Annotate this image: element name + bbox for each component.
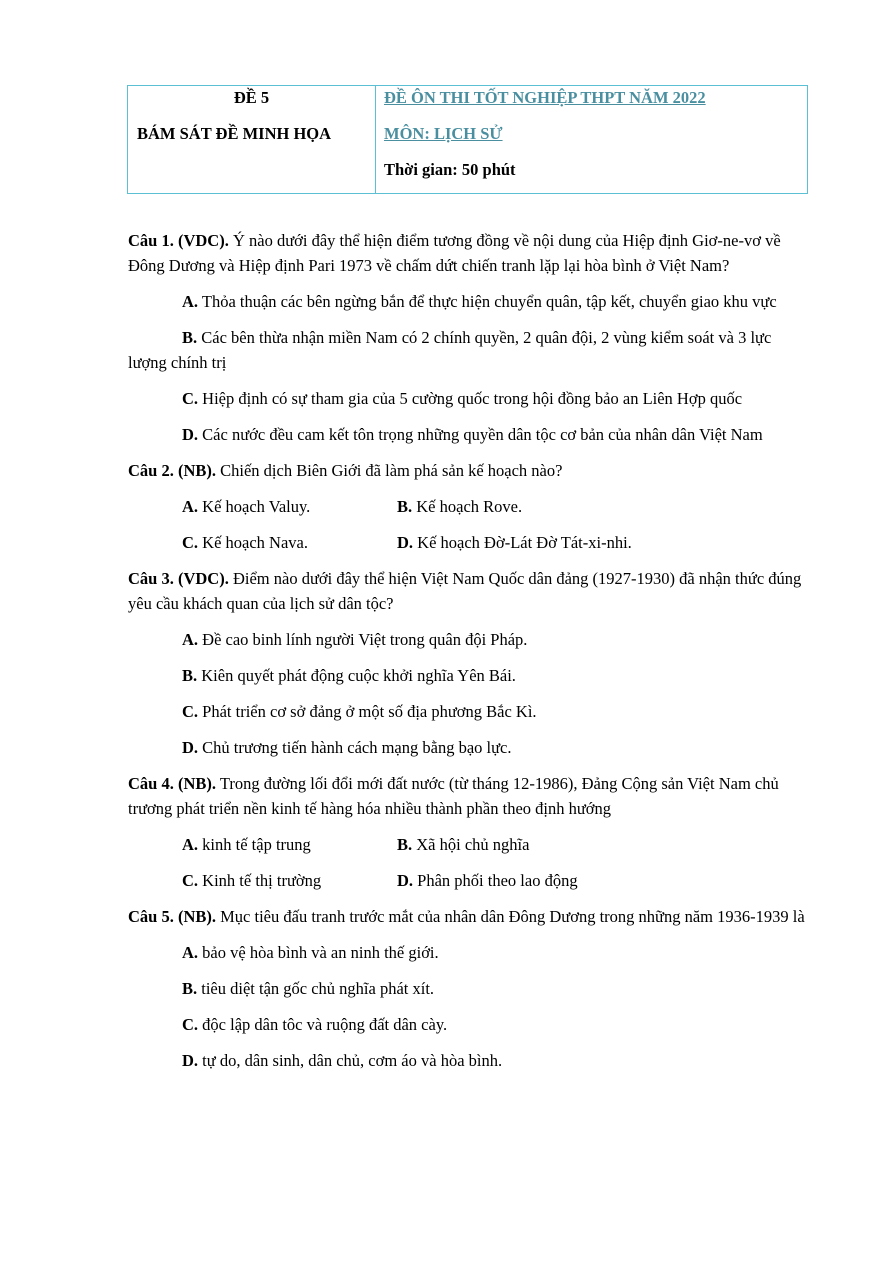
question-3 xyxy=(128,566,808,616)
question-4 xyxy=(128,771,808,821)
question-text: Điểm nào dưới đây thể hiện Việt Nam Quốc dân đảng (1927-1930) đã nhận thức đúng yêu cầu khách quan của lịch sử dân tộc? xyxy=(128,569,802,613)
option-text: tiêu diệt tận gốc chủ nghĩa phát xít. xyxy=(197,979,435,998)
answer-option-row xyxy=(182,868,808,893)
option-key: D. xyxy=(182,738,199,757)
option-key: A. xyxy=(182,630,199,649)
option-text: Xã hội chủ nghĩa xyxy=(412,835,530,854)
option-key: D. xyxy=(397,871,414,890)
question-label: Câu 5. (NB). xyxy=(128,907,217,926)
answer-option xyxy=(128,735,808,760)
answer-option xyxy=(128,422,808,447)
option-text: Hiệp định có sự tham gia của 5 cường quốc trong hội đồng bảo an Liên Hợp quốc xyxy=(198,389,743,408)
answer-option xyxy=(128,976,808,1001)
answer-option-row xyxy=(182,494,808,519)
option-key: B. xyxy=(182,328,198,347)
option-text: Các nước đều cam kết tôn trọng những quyền dân tộc cơ bản của nhân dân Việt Nam xyxy=(198,425,763,444)
answer-option xyxy=(128,627,808,652)
option-text: kinh tế tập trung xyxy=(198,835,311,854)
option-key: A. xyxy=(182,943,199,962)
option-key: D. xyxy=(397,533,414,552)
answer-option xyxy=(128,1012,808,1037)
answer-option-row xyxy=(182,832,808,857)
answer-option xyxy=(128,289,808,314)
option-key: D. xyxy=(182,425,199,444)
exam-subject-link[interactable]: MÔN: LỊCH SỬ xyxy=(384,124,503,143)
answer-option xyxy=(128,940,808,965)
answer-option-row xyxy=(182,530,808,555)
question-label: Câu 3. (VDC). xyxy=(128,569,229,588)
option-text: Kiên quyết phát động cuộc khởi nghĩa Yên Bái. xyxy=(197,666,516,685)
answer-option xyxy=(128,386,808,411)
option-key: A. xyxy=(182,835,199,854)
option-key: B. xyxy=(182,666,198,685)
answer-option xyxy=(128,325,808,375)
option-key: C. xyxy=(182,871,199,890)
answer-option xyxy=(128,663,808,688)
exam-subtitle: BÁM SÁT ĐỀ MINH HỌA xyxy=(137,124,332,143)
option-text: Các bên thừa nhận miền Nam có 2 chính quyền, 2 quân đội, 2 vùng kiểm soát và 3 lực lượng chính trị xyxy=(128,328,772,372)
option-text: Đề cao binh lính người Việt trong quân đội Pháp. xyxy=(198,630,528,649)
option-text: Kế hoạch Rove. xyxy=(412,497,523,516)
question-text: Ý nào dưới đây thể hiện điểm tương đồng về nội dung của Hiệp định Giơ-ne-vơ về Đông Dương và Hiệp định Pari 1973 về chấm dứt chiến tranh lặp lại hòa bình ở Việt Nam? xyxy=(128,231,781,275)
option-text: Kế hoạch Valuy. xyxy=(198,497,311,516)
question-2 xyxy=(128,458,808,483)
exam-title-link[interactable]: ĐỀ ÔN THI TỐT NGHIỆP THPT NĂM 2022 xyxy=(384,88,706,107)
question-text: Trong đường lối đổi mới đất nước (từ tháng 12-1986), Đảng Cộng sản Việt Nam chủ trương phát triển nền kinh tế hàng hóa nhiều thành phần theo định hướng xyxy=(128,774,779,818)
question-label: Câu 2. (NB). xyxy=(128,461,217,480)
option-key: C. xyxy=(182,389,199,408)
answer-option xyxy=(397,868,612,893)
exam-content xyxy=(128,228,808,1084)
option-key: D. xyxy=(182,1051,199,1070)
option-text: tự do, dân sinh, dân chủ, cơm áo và hòa bình. xyxy=(198,1051,503,1070)
exam-title-cell xyxy=(376,86,807,193)
option-key: A. xyxy=(182,497,199,516)
option-text: Kinh tế thị trường xyxy=(198,871,322,890)
option-key: B. xyxy=(397,835,413,854)
question-5 xyxy=(128,904,808,929)
answer-option xyxy=(182,530,397,555)
question-label: Câu 1. (VDC). xyxy=(128,231,229,250)
option-key: A. xyxy=(182,292,199,311)
exam-number: ĐỀ 5 xyxy=(233,88,270,107)
question-1 xyxy=(128,228,808,278)
option-text: Chủ trương tiến hành cách mạng bằng bạo lực. xyxy=(198,738,512,757)
answer-option xyxy=(128,699,808,724)
answer-option xyxy=(397,530,632,555)
option-text: Kế hoạch Đờ-Lát Đờ Tát-xi-nhi. xyxy=(413,533,632,552)
option-text: bảo vệ hòa bình và an ninh thế giới. xyxy=(198,943,439,962)
option-text: Thỏa thuận các bên ngừng bắn để thực hiện chuyển quân, tập kết, chuyển giao khu vực xyxy=(198,292,777,311)
option-text: Phát triển cơ sở đảng ở một số địa phương Bắc Kì. xyxy=(198,702,537,721)
answer-option xyxy=(182,494,397,519)
answer-option xyxy=(397,494,612,519)
exam-time: Thời gian: 50 phút xyxy=(384,160,516,179)
option-key: B. xyxy=(397,497,413,516)
option-text: Phân phối theo lao động xyxy=(413,871,578,890)
question-label: Câu 4. (NB). xyxy=(128,774,217,793)
answer-option xyxy=(128,1048,808,1073)
answer-option xyxy=(397,832,612,857)
answer-option xyxy=(182,868,397,893)
exam-info-cell xyxy=(128,86,376,193)
option-key: C. xyxy=(182,702,199,721)
option-text: độc lập dân tôc và ruộng đất dân cày. xyxy=(198,1015,448,1034)
question-text: Mục tiêu đấu tranh trước mắt của nhân dân Đông Dương trong những năm 1936-1939 là xyxy=(216,907,805,926)
answer-option xyxy=(182,832,397,857)
option-text: Kế hoạch Nava. xyxy=(198,533,308,552)
option-key: C. xyxy=(182,533,199,552)
exam-header-table xyxy=(127,85,808,194)
question-text: Chiến dịch Biên Giới đã làm phá sản kế hoạch nào? xyxy=(216,461,563,480)
option-key: B. xyxy=(182,979,198,998)
option-key: C. xyxy=(182,1015,199,1034)
